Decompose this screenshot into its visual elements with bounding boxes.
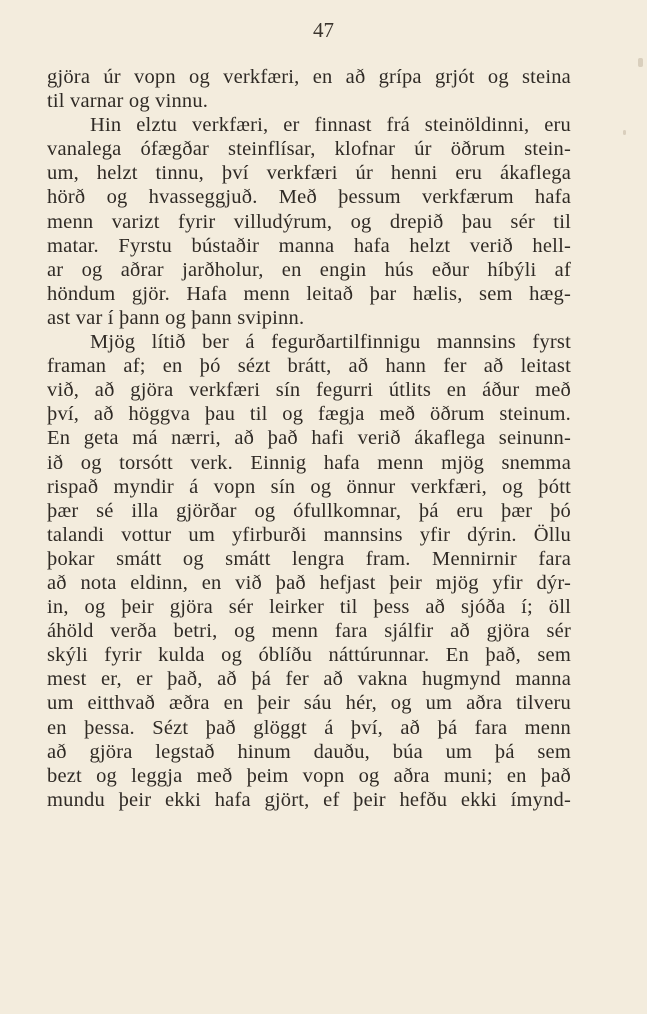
text-line: þokar smátt og smátt lengra fram. Mennirnir fara [47,547,571,570]
text-line: að nota eldinn, en við það hefjast þeir mjög yfir dýr- [47,571,571,594]
text-line: bezt og leggja með þeim vopn og aðra muni; en það [47,764,571,787]
text-line: rispað myndir á vopn sín og önnur verkfæri, og þótt [47,475,571,498]
text-line: mundu þeir ekki hafa gjört, ef þeir hefðu ekki ímynd- [47,788,571,811]
text-line: ar og aðrar jarðholur, en engin hús eður híbýli af [47,258,571,281]
text-line: að gjöra legstað hinum dauðu, búa um þá sem [47,740,571,763]
text-line: menn varizt fyrir villudýrum, og drepið þau sér til [47,210,571,233]
text-line: En geta má nærri, að það hafi verið ákaflega seinunn- [47,427,571,450]
paper-speck [623,130,626,135]
text-line: skýli fyrir kulda og óblíðu náttúrunnar. En það, sem [47,644,571,667]
text-line: gjöra úr vopn og verkfæri, en að grípa grjót og steina [47,66,571,88]
text-line: Hin elztu verkfæri, er finnast frá steinöldinni, eru [90,114,571,137]
text-line: mest er, er það, að þá fer að vakna hugmynd manna [47,668,571,691]
text-line: en þessa. Sézt það glöggt á því, að þá fara menn [47,716,571,739]
text-line: um eitthvað æðra en þeir sáu hér, og um aðra tilveru [47,692,571,715]
text-line: til varnar og vinnu. [47,90,209,113]
text-line: þær sé illa gjörðar og ófullkomnar, þá eru þær þó [47,499,571,522]
text-line: matar. Fyrstu bústaðir manna hafa helzt verið hell- [47,234,571,257]
page-number: 47 [313,18,334,42]
text-line: in, og þeir gjöra sér leirker til þess að sjóða í; öll [47,596,571,619]
text-line: um, helzt tinnu, því verkfæri úr henni eru ákaflega [47,162,571,185]
text-line: höndum gjör. Hafa menn leitað þar hælis, sem hæg- [47,282,571,305]
body-text [47,65,571,812]
paper-speck [638,58,643,67]
text-line: ið og torsótt verk. Einnig hafa menn mjög snemma [47,451,571,474]
text-line: hörð og hvasseggjuð. Með þessum verkfærum hafa [47,186,571,209]
text-line: vanalega ófægðar steinflísar, klofnar úr öðrum stein- [47,138,571,161]
text-line: áhöld verða betri, og menn fara sjálfir að gjöra sér [47,620,571,643]
text-line: framan af; en þó sézt brátt, að hann fer að leitast [47,355,571,378]
text-line: Mjög lítið ber á fegurðartilfinnigu mannsins fyrst [90,331,571,354]
text-line: því, að höggva þau til og fægja með öðrum steinum. [47,403,571,426]
text-line: talandi vottur um yfirburði mannsins yfir dýrin. Öllu [47,523,571,546]
text-line: við, að gjöra verkfæri sín fegurri útlits en áður með [47,379,571,402]
text-line: ast var í þann og þann svipinn. [47,306,305,329]
